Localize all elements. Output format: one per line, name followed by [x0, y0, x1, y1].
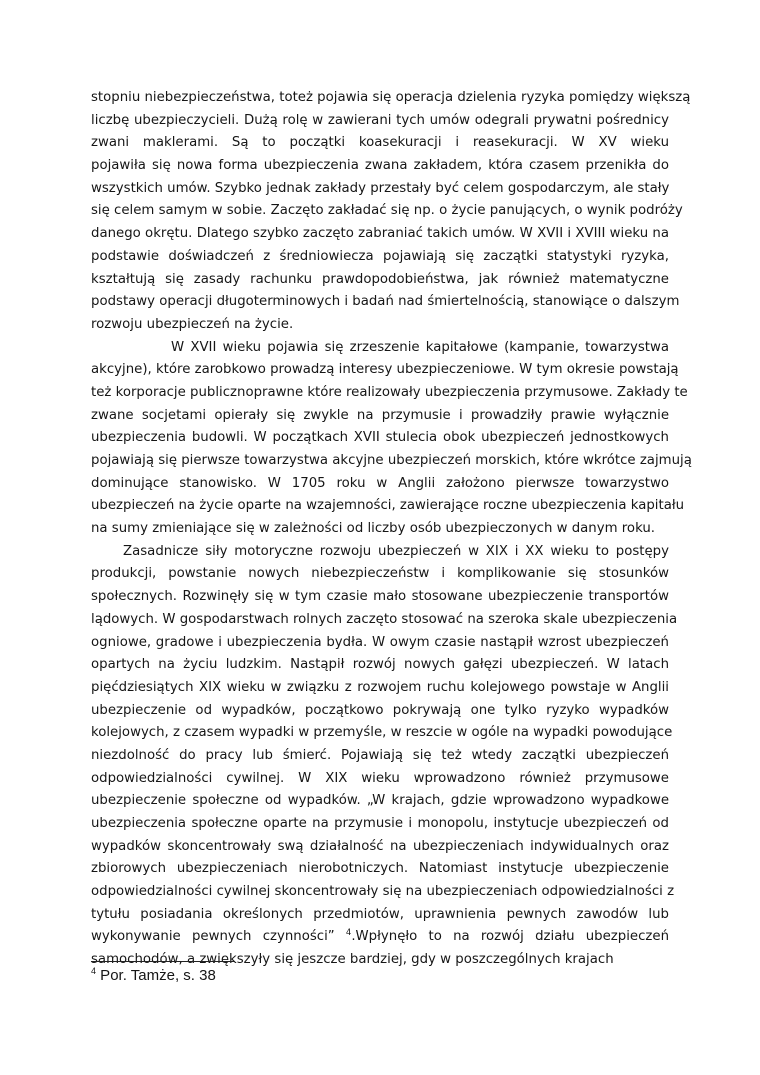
text-line: rozwoju ubezpieczeń na życie.: [91, 316, 294, 332]
footnote-reference[interactable]: 4: [345, 928, 352, 939]
text-line: zwani maklerami. Są to początki koasekuracji i reasekuracji. W XV wieku: [91, 135, 669, 151]
text-line: zwane socjetami opierały się zwykle na przymusie i prowadziły prawie wyłącznie: [91, 407, 669, 423]
text-line: ubezpieczenia budowli. W początkach XVII stulecia obok ubezpieczeń jednostkowych: [91, 430, 669, 446]
text-line: wypadków skoncentrowały swą działalność na ubezpieczeniach indywidualnych oraz: [91, 838, 669, 854]
text-line: się celem samym w sobie. Zaczęto zakładać się np. o życie panujących, o wynik podróży: [91, 203, 683, 219]
footnote-separator: [91, 961, 235, 962]
text-line: lądowych. W gospodarstwach rolnych zaczęto stosować na szeroka skale ubezpieczenia: [91, 611, 678, 627]
text-line: tytułu posiadania określonych przedmiotów, uprawnienia pewnych zawodów lub: [91, 906, 669, 922]
text-fragment: wykonywanie pewnych czynności”: [91, 929, 335, 945]
text-line: pojawiła się nowa forma ubezpieczenia zwana zakładem, która czasem przenikła do: [91, 158, 669, 174]
text-line: ubezpieczenia społeczne oparte na przymusie i monopolu, instytucje ubezpieczeń od: [91, 816, 669, 831]
paragraph-3: [91, 541, 678, 972]
text-line: podstawy operacji długoterminowych i badań nad śmiertelnością, stanowiące o dalszym: [91, 294, 680, 310]
text-line: kolejowych, z czasem wypadki w przemyśle, w reszcie w ogóle na wypadki powodujące: [91, 725, 673, 741]
paragraph-1: [91, 87, 691, 337]
text-line: pięćdziesiątych XIX wieku w związku z rozwojem ruchu kolejowego powstaje w Anglii: [91, 679, 669, 695]
text-line: odpowiedzialności cywilnej. W XIX wieku wprowadzono również przymusowe: [91, 770, 669, 786]
text-line: produkcji, powstanie nowych niebezpieczeństw i komplikowanie się stosunków: [91, 566, 669, 582]
text-line: dominujące stanowisko. W 1705 roku w Anglii założono pierwsze towarzystwo: [91, 475, 669, 491]
text-line: ogniowe, gradowe i ubezpieczenia bydła. W owym czasie nastąpił wzrost ubezpieczeń: [91, 634, 669, 650]
text-line: ubezpieczenie od wypadków, początkowo pokrywają one tylko ryzyko wypadków: [91, 702, 669, 718]
text-line: W XVII wieku pojawia się zrzeszenie kapitałowe (kampanie, towarzystwa: [171, 339, 669, 355]
text-line: opartych na życiu ludzkim. Nastąpił rozwój nowych gałęzi ubezpieczeń. W latach: [91, 657, 669, 673]
text-line: akcyjne), które zarobkowo prowadzą interesy ubezpieczeniowe. W tym okresie powstają: [91, 362, 679, 378]
text-line: danego okrętu. Dlatego szybko zaczęto zabraniać takich umów. W XVII i XVIII wieku na: [91, 226, 669, 242]
text-line: społecznych. Rozwinęły się w tym czasie mało stosowane ubezpieczenie transportów: [91, 589, 669, 605]
text-line: odpowiedzialności cywilnej skoncentrowały się na ubezpieczeniach odpowiedzialności z: [91, 884, 675, 900]
text-fragment: .Wpłynęło to na rozwój działu ubezpieczeń: [351, 929, 670, 945]
text-line: stopniu niebezpieczeństwa, toteż pojawia się operacja dzielenia ryzyka pomiędzy większą: [91, 90, 691, 105]
paragraph-2: [91, 337, 692, 541]
footnote-text: Por. Tamże, s. 38: [96, 967, 216, 984]
body-text: [91, 87, 692, 972]
text-line: ubezpieczeń na życie oparte na wzajemności, zawierające roczne ubezpieczenia kapitału: [91, 498, 685, 514]
text-line: samochodów, a zwiększyły się jeszcze bardziej, gdy w poszczególnych krajach: [91, 952, 614, 968]
text-line: podstawie doświadczeń z średniowiecza pojawiają się zaczątki statystyki ryzyka,: [91, 248, 669, 264]
text-line: wszystkich umów. Szybko jednak zakłady przestały być celem gospodarczym, ale stały: [91, 180, 670, 196]
text-line: Zasadnicze siły motoryczne rozwoju ubezpieczeń w XIX i XX wieku to postępy: [123, 543, 669, 559]
footnote-number: 4: [91, 966, 97, 976]
footnote: [91, 966, 216, 986]
text-line: [91, 926, 669, 949]
text-line: ubezpieczenie społeczne od wypadków. „W krajach, gdzie wprowadzono wypadkowe: [91, 793, 669, 809]
text-line: zbiorowych ubezpieczeniach nierobotniczych. Natomiast instytucje ubezpieczenie: [91, 861, 669, 877]
text-line: kształtują się zasady rachunku prawdopodobieństwa, jak również matematyczne: [91, 271, 669, 287]
text-line: też korporacje publicznoprawne które realizowały ubezpieczenia przymusowe. Zakłady te: [91, 384, 688, 400]
text-line: pojawiają się pierwsze towarzystwa akcyjne ubezpieczeń morskich, które wkrótce zajmują: [91, 453, 692, 468]
text-line: liczbę ubezpieczycieli. Dużą rolę w zawierani tych umów odegrali prywatni pośrednicy: [91, 112, 669, 128]
text-line: na sumy zmieniające się w zależności od liczby osób ubezpieczonych w danym roku.: [91, 521, 656, 537]
text-line: niezdolność do pracy lub śmierć. Pojawiają się też wtedy zaczątki ubezpieczeń: [91, 747, 669, 763]
